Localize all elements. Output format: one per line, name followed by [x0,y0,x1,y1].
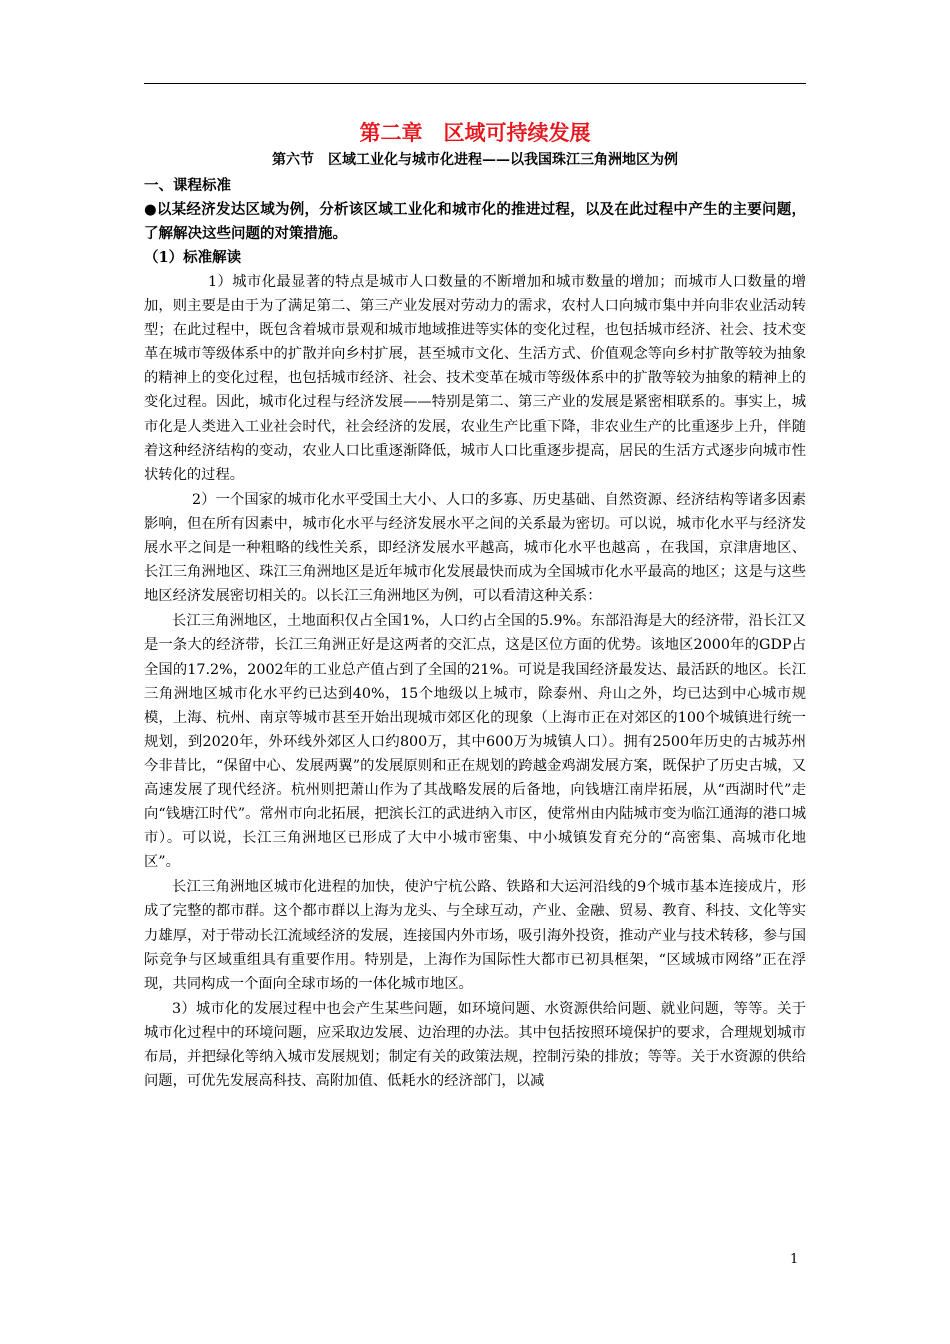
paragraph-1: 1）城市化最显著的特点是城市人口数量的不断增加和城市数量的增加；而城市人口数量的增加，则主要是由于为了满足第二、第三产业发展对劳动力的需求，农村人口向城市集中并向非农业活动转型；在此过程中，既包含着城市景观和城市地域推进等实体的变化过程，也包括城市经济、社会、技术变革在城市等级体系中的扩散并向乡村扩展，甚至城市文化、生活方式、价值观念等向乡村扩散等较为抽象的精神上的变化过程，也包括城市经济、社会、技术变革在城市等级体系中的扩散等较为抽象的精神上的变化过程。因此，城市化过程与经济发展——特别是第二、第三产业的发展是紧密相联系的。事实上，城市化是人类进入工业社会时代，社会经济的发展，农业生产比重下降，非农业生产的比重逐步上升，伴随着这种经济结构的变动，农业人口比重逐渐降低，城市人口比重逐步提高，居民的生活方式逐步向城市性状转化的过程。 [144,274,806,483]
heading-course-standard: 一、课程标准 [144,177,231,194]
paragraph-2: 2）一个国家的城市化水平受国土大小、人口的多寡、历史基础、自然资源、经济结构等诸多因素影响，但在所有因素中，城市化水平与经济发展水平之间的关系最为密切。可以说，城市化水平与经济发展水平之间是一种粗略的线性关系，即经济发展水平越高，城市化水平也越高 ，在我国，京津唐地区、长江三角洲地区、珠江三角洲地区是近年城市化发展最快而成为全国城市化水平最高的地区；这是与这些地区经济发展密切相关的。以长江三角洲地区为例，可以看清这种关系： [144,491,806,605]
paragraph-4: 长江三角洲地区城市化进程的加快，使沪宁杭公路、铁路和大运河沿线的9个城市基本连接成片，形成了完整的都市群。这个都市群以上海为龙头、与全球互动，产业、金融、贸易、教育、科技、文化等实力雄厚，对于带动长江流域经济的发展，连接国内外市场，吸引海外投资，推动产业与技术转移，参与国际竞争与区域重组具有重要作用。特别是，上海作为国际性大都市已初具框架，“区域城市网络”正在浮现，共同构成一个面向全球市场的一体化城市地区。 [144,879,806,992]
section-title: 第六节 区域工业化与城市化进程——以我国珠江三角洲地区为例 [272,152,678,168]
document-page [144,118,806,1094]
standard-statement: ●以某经济发达区域为例，分析该区域工业化和城市化的推进过程，以及在此过程中产生的主要问题，了解解决这些问题的对策措施。 [144,201,806,242]
page-number: 1 [790,1252,799,1267]
paragraph-5: 3）城市化的发展过程中也会产生某些问题，如环境问题、水资源供给问题、就业问题，等等。关于城市化过程中的环境问题，应采取边发展、边治理的办法。其中包括按照环境保护的要求，合理规划城市布局，并把绿化等纳入城市发展规划；制定有关的政策法规，控制污染的排放；等等。关于水资源的供给问题，可优先发展高科技、高附加值、低耗水的经济部门，以减 [144,1000,806,1090]
heading-standard-interpretation: （1）标准解读 [144,249,242,266]
header-rule [144,83,806,84]
paragraph-3: 长江三角洲地区，土地面积仅占全国1%，人口约占全国的5.9%。东部沿海是大的经济带，沿长江又是一条大的经济带，长江三角洲正好是这两者的交汇点，这是区位方面的优势。该地区2000年的GDP占全国的17.2%，2002年的工业总产值占到了全国的21%。可说是我国经济最发达、最活跃的地区。长江三角洲地区城市化水平约已达到40%，15个地级以上城市，除泰州、舟山之外，均已达到中心城市规模，上海、杭州、南京等城市甚至开始出现城市郊区化的现象（上海市正在对郊区的100个城镇进行统一规划，到2020年，外环线外郊区人口约800万，其中600万为城镇人口）。拥有2500年历史的古城苏州今非昔比，“保留中心、发展两翼”的发展原则和正在规划的跨越金鸡湖发展方案，既保护了历史古城，又高速发展了现代经济。杭州则把萧山作为了其战略发展的后备地，向钱塘江南岸拓展，从“西湖时代”走向“钱塘江时代”。常州市向北拓展，把滨长江的武进纳入市区，使常州由内陆城市变为临江通海的港口城市）。可以说，长江三角洲地区已形成了大中小城市密集、中小城镇发育充分的“高密集、高城市化地区”。 [144,613,806,871]
chapter-title: 第二章 区域可持续发展 [359,120,591,145]
